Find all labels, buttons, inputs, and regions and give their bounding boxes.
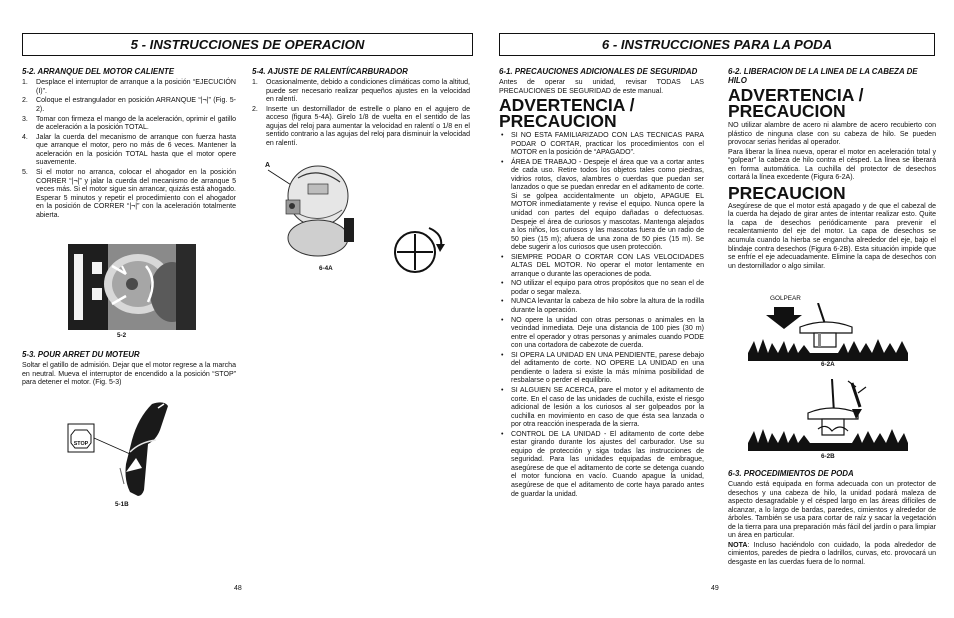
note-text: : Incluso haciéndolo con cuidado, la poda alrededor de cimientos, paredes de piedra o ladrillos, curvas, etc. provocará un desgaste en las cuerdas fuera de lo normal. (728, 541, 936, 566)
step-text: Tomar con firmeza el mango de la aceleración, oprimir el gatillo de aceleración a la posición TOTAL. (36, 115, 236, 132)
list-item: • NUNCA levantar la cabeza de hilo sobre la altura de la rodilla durante la operación. (499, 298, 704, 315)
list-item: • NO opere la unidad con otras personas o animales en la vecindad inmediata. Deje una distancia de 100 pies (30 m) entre el operador y otras personas y animales cuando PODE con una cortadora de cabezote de cuerda. (499, 317, 704, 351)
list-item: • SI OPERA LA UNIDAD EN UNA PENDIENTE, parese debajo del aditamento de corte. NO OPERE LA UNIDAD en una pendiente o ladera si existe la más mínima posibilidad de resbalarse o perder el equilibrio. (499, 352, 704, 386)
note-6-3 (728, 542, 936, 568)
step-number: 2. (22, 97, 28, 105)
figure-5-1b-handle-stop (60, 400, 200, 498)
warning-text-6-2: NO utilizar alambre de acero ni alambre de acero recubierto con plástico de ninguna clase con su cabeza de hilo. Se pueden provocar serias heridas al operador. (728, 122, 936, 147)
step-item (252, 79, 470, 105)
step-item (252, 106, 470, 149)
step-item (22, 97, 236, 114)
heading-5-2: 5-2. ARRANQUE DEL MOTOR CALIENTE (22, 67, 174, 76)
column-5-4 (252, 67, 470, 150)
column-6-1 (499, 67, 704, 500)
step-text: Inserte un destornillador de estrelle o plano en el agujero de acceso (figura 5-4A). Girelo 1/8 de vuelta en el sentido de las agujas del reloj para aumentar la velocidad en ralentí o 1/8 en el sentido contrario a las agujas del reloj para disminuir la velocidad en ralentí. (266, 105, 470, 148)
step-text: Si el motor no arranca, colocar el ahogador en la posición CORRER “|¬|” y jalar la cuerda del mecanismo de arranque 5 veces más. Si el motor sigue sin arrancar, quizás está ahogado. Esperar 5 minutos y repetir el procedimiento con el ahogador en la posición de CORRER “|¬|” con la aceleración totalmente abierta. (36, 169, 236, 219)
step-number: 1. (22, 79, 28, 86)
safety-bullets (499, 132, 704, 499)
step-item (22, 116, 236, 133)
list-item: • SI ALGUIEN SE ACERCA, pare el motor y el aditamento de corte. En el caso de las unidades de cuchilla, existe el riesgo adicional de lesión a los curiosos al ser golpeados por la cuchilla en movimiento en caso de que ésta sea lanzada o por otra reacción inesperada de la sierra. (499, 387, 704, 430)
page-number-left: 48 (234, 585, 242, 592)
heading-6-2: 6-2. LIBERACION DE LA LINEA DE LA CABEZA DE HILO (728, 67, 918, 85)
column-5-3 (22, 350, 236, 389)
heading-6-3: 6-3. PROCEDIMIENTOS DE PODA (728, 469, 854, 478)
figure-6-4a-caption: 6-4A (319, 265, 333, 272)
step-number: 4. (22, 133, 28, 141)
page-number-right: 49 (711, 585, 719, 592)
intro-6-1: Antes de operar su unidad, revisar TODAS LAS PRECAUCIONES DE SEGURIDAD de este manual. (499, 79, 704, 95)
step-item (22, 169, 236, 220)
step-text: Ocasionalmente, debido a condiciones climáticas como la altitud, puede ser necesario realizar pequeños ajustes en la velocidad en ralentí. (266, 79, 470, 104)
column-5-2 (22, 67, 236, 222)
figure-6-2b-caption: 6-2B (821, 453, 835, 460)
list-item: • NO utilizar el equipo para otros propósitos que no sean el de podar o segar maleza. (499, 280, 704, 297)
text-6-3: Cuando está equipada en forma adecuada con un protector de desechos y una cabeza de hilo, la unidad podará maleza de aspecto desagradable y el césped largo en las áreas difíciles de alcanzar, a lo largo de bardas, paredes, cimientos y alrededor de árboles. También se usa para cortar de raíz y sacar la vegetación de la tierra para una preparación más fácil del jardín o para limpiar un área en particular. (728, 481, 936, 540)
figure-6-2a-caption: 6-2A (821, 361, 835, 368)
step-item (22, 134, 236, 168)
text-6-2: Para liberar la línea nueva, operar el motor en aceleración total y “golpear” la cabeza de hilo contra el césped. La línea se liberará en forma automática. La cuchilla del protector de desechos cortará la línea excedente (Figura 6-2A). (728, 148, 936, 182)
figure-5-2-caption: 5-2 (117, 332, 127, 339)
heading-5-3: 5-3. POUR ARRET DU MOTEUR (22, 350, 140, 359)
section-header-6 (499, 33, 935, 56)
list-item: • CONTROL DE LA UNIDAD - El aditamento de corte debe estar girando durante los ajustes del carburador. Use su equipo de protección y siga todas las instrucciones de seguridad. Para las unidades equipadas de embrague, asegúrese de que el aditamento de corte se detenga cuando el motor funciona en vacío. Cuando apague la unidad, asegúrese de que el aditamento de corte haya parado antes de guardar la unidad. (499, 431, 704, 499)
column-6-2 (728, 67, 936, 272)
golpear-label: GOLPEAR (770, 295, 801, 302)
section-header-6-text: 6 - INSTRUCCIONES PARA LA PODA (601, 37, 833, 52)
figure-5-1b-caption: 5-1B (115, 501, 129, 508)
step-text: Jalar la cuerda del mecanismo de arranque con fuerza hasta que arranque el motor, pero no más de 6 veces. Mantener la aceleración en la posición TOTAL hasta que el motor opere suavemente. (36, 133, 236, 167)
step-text: Desplace el interruptor de arranque a la posición “EJECUCIÓN (I)”. (36, 79, 236, 95)
steps-5-4 (252, 79, 470, 149)
heading-5-4: 5-4. AJUSTE DE RALENTÍ/CARBURADOR (252, 67, 408, 76)
steps-5-2 (22, 79, 236, 221)
step-item (22, 79, 236, 96)
list-item: • SIEMPRE PODAR O CORTAR CON LAS VELOCIDADES ALTAS DEL MOTOR. No operar el motor lentamente en arranque o durante las operaciones de poda. (499, 254, 704, 280)
adjustment-dial-icon (389, 222, 445, 278)
heading-6-1: 6-1. PRECAUCIONES ADICIONALES DE SEGURIDAD (499, 67, 698, 76)
step-number: 3. (22, 115, 28, 123)
warning-title-6-1: ADVERTENCIA / PRECAUCION (499, 95, 635, 131)
section-header-5-text: 5 - INSTRUCCIONES DE OPERACION (130, 37, 365, 52)
step-number: 5. (22, 169, 28, 177)
note-label: NOTA (728, 541, 748, 549)
label-a: A (265, 162, 271, 169)
figure-6-2a-bump-head (748, 303, 908, 361)
caution-title: PRECAUCION (728, 182, 846, 203)
list-item: • SI NO ESTA FAMILIARIZADO CON LAS TECNICAS PARA PODAR O CORTAR, practicar los procedimientos con el MOTOR en la posición de “APAGADO”. (499, 132, 704, 158)
figure-5-2-engine-choke (68, 244, 196, 330)
figure-6-2b-debris-buildup (748, 379, 908, 451)
figure-6-4a-engine (262, 160, 354, 260)
column-6-3 (728, 469, 936, 568)
caution-text: Asegúrese de que el motor está apagado y de que el cabezal de la cuerda ha dejado de girar antes de intentar realizar esto. Quite la capa de desechos periódicamente para prevenir el recalentamiento del eje del motor. La capa de desechos se acumula cuando la hierba se engancha alrededor del eje, bajo el blindaje contra desechos (Figura 6-2B). Esta situación impide que se enfríe el eje adecuadamente. Elimine la capa de desechos con un destornillador o algo similar. (728, 202, 936, 270)
step-number: 1. (252, 79, 258, 86)
text-5-3: Soltar el gatillo de admisión. Dejar que el motor regrese a la marcha en neutral. Mueva el interruptor de encendido a la posición “STOP” para detener el motor. (Fig. 5-3) (22, 362, 236, 387)
section-header-5 (22, 33, 473, 56)
list-item: • ÁREA DE TRABAJO - Despeje el área que va a cortar antes de cada uso. Retire todos los objetos tales como piedras, vidrios rotos, clavos, alambres o cuerdas que puedan ser lanzados o que se puedan enredar en el aditamento de corte. Si se golpea accidentalmente un objeto, APAGUE EL MOTOR inmediatamente y revise el equipo. Nunca opere la unidad con partes del equipo dañadas o defectuosas. Despeje el área de curiosos y mascotas. Mantenga alejados a los niños, los curiosos y las mascotas fuera de un radio de 50 pies (15 m); afuera de una zona de 50 pies (15 m). Se debe sugerir a los curiosos que usen protección. (499, 159, 704, 253)
step-text: Coloque el estrangulador en posición ARRANQUE “|¬|” (Fig. 5-2). (36, 97, 236, 113)
step-number: 2. (252, 105, 258, 113)
stop-label: STOP (73, 441, 89, 447)
warning-title-6-2: ADVERTENCIA / PRECAUCION (728, 85, 864, 121)
